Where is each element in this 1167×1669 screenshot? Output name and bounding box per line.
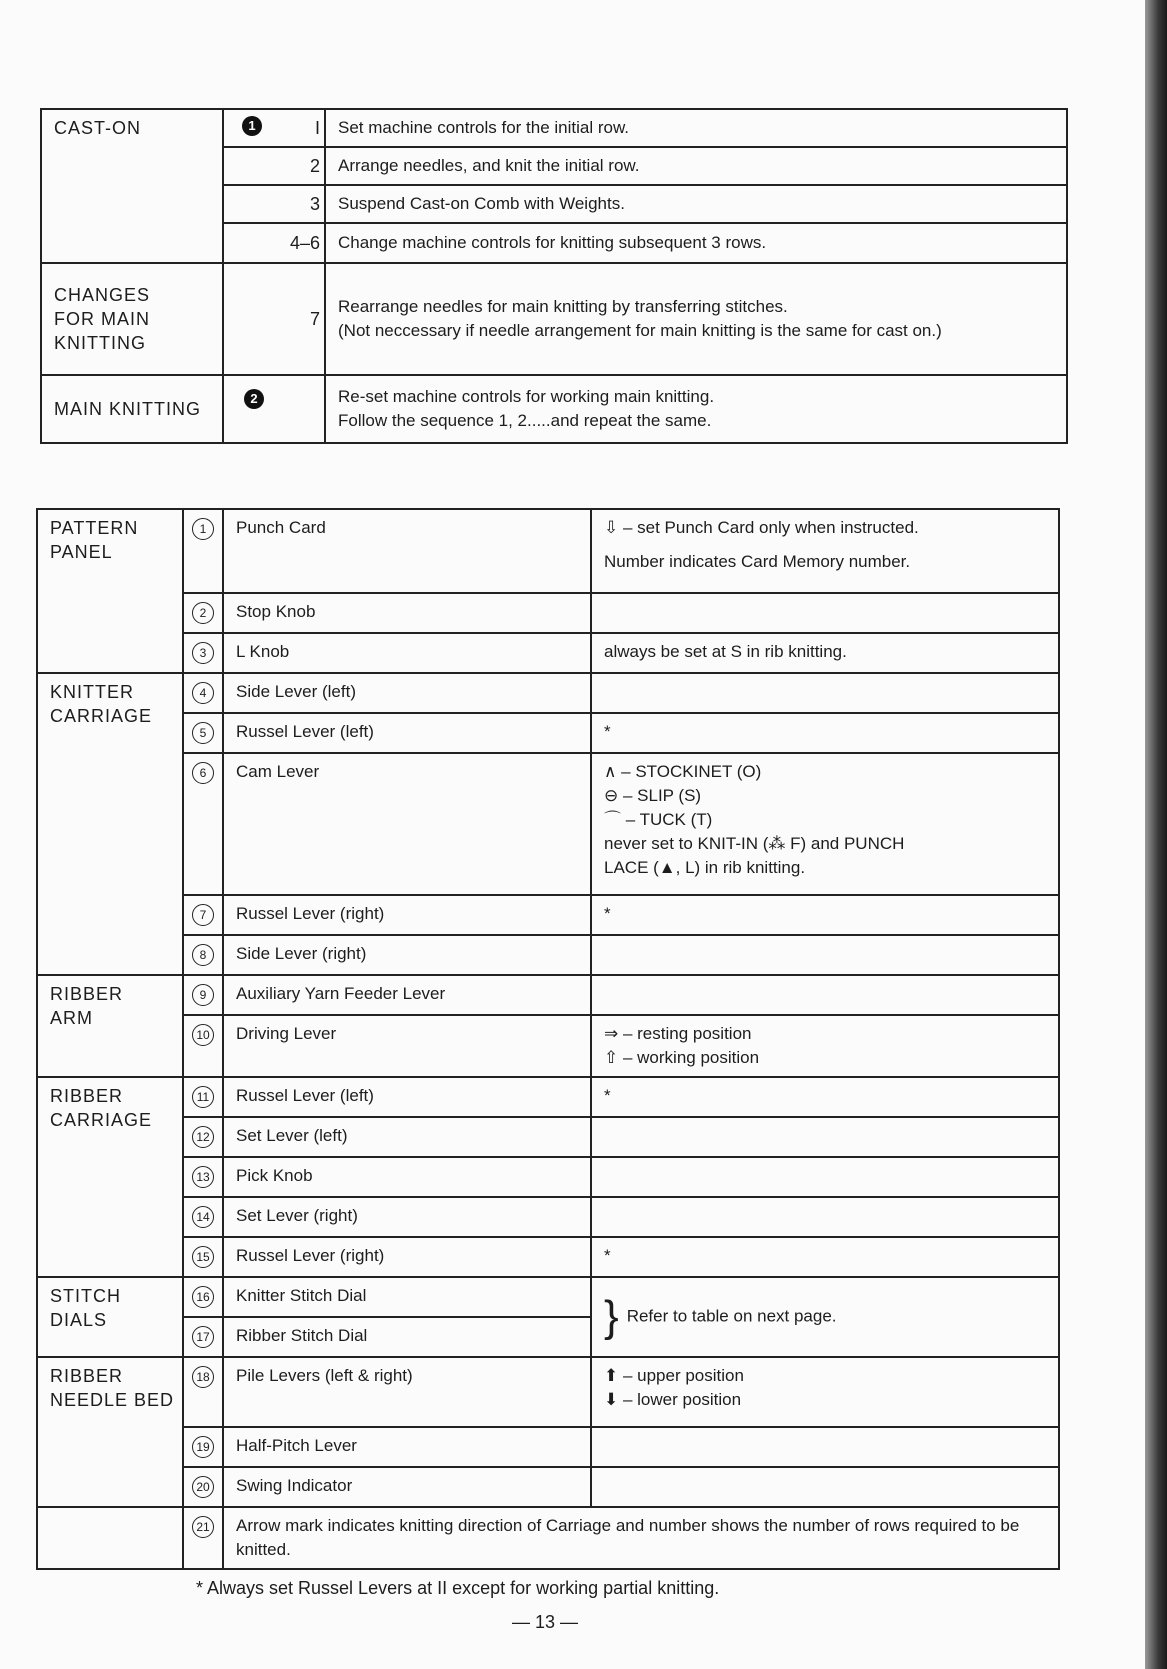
group-cell: STITCH DIALS [37,1277,183,1357]
part-number: 16 [183,1277,223,1317]
part-note: * [591,895,1059,935]
part-number: 1 [183,509,223,593]
group-cell: RIBBER CARRIAGE [37,1077,183,1277]
part-name: Punch Card [223,509,591,593]
part-name: Driving Lever [223,1015,591,1077]
part-name: Side Lever (right) [223,935,591,975]
part-note: * [591,713,1059,753]
part-number: 2 [183,593,223,633]
part-name: Knitter Stitch Dial [223,1277,591,1317]
part-name: Russel Lever (right) [223,1237,591,1277]
part-note: ⇒ – resting position ⇧ – working position [591,1015,1059,1077]
part-name: Russel Lever (right) [223,895,591,935]
part-number: 5 [183,713,223,753]
part-note: ⬆ – upper position ⬇ – lower position [591,1357,1059,1427]
part-note [591,1467,1059,1507]
part-name: Set Lever (right) [223,1197,591,1237]
step-cell: 1 I [223,109,325,147]
part-name: Russel Lever (left) [223,713,591,753]
page-edge-shadow [1145,0,1167,1669]
part-note: always be set at S in rib knitting. [591,633,1059,673]
part-name: Half-Pitch Lever [223,1427,591,1467]
parts-table [36,508,1060,1570]
part-description: Arrow mark indicates knitting direction of Carriage and number shows the number of rows required to be knitted. [223,1507,1059,1569]
footnote: * Always set Russel Levers at II except for working partial knitting. [196,1578,720,1598]
step-text: Rearrange needles for main knitting by transferring stitches. (Not neccessary if needle arrangement for main knitting is the same for cast on.) [325,263,1067,375]
part-number: 6 [183,753,223,895]
part-note [591,593,1059,633]
category-cell: CAST-ON [41,109,223,263]
group-cell: RIBBER NEEDLE BED [37,1357,183,1507]
group-cell: PATTERN PANEL [37,509,183,673]
category-cell: CHANGES FOR MAIN KNITTING [41,263,223,375]
part-note [591,935,1059,975]
part-number: 15 [183,1237,223,1277]
category-cell: MAIN KNITTING [41,375,223,443]
part-number: 4 [183,673,223,713]
part-number: 7 [183,895,223,935]
step-text: Re-set machine controls for working main knitting. Follow the sequence 1, 2.....and repeat the same. [325,375,1067,443]
step-marker-icon: 1 [242,116,262,136]
part-number: 17 [183,1317,223,1357]
part-number: 8 [183,935,223,975]
group-cell [37,1507,183,1569]
part-name: Swing Indicator [223,1467,591,1507]
step-text: Arrange needles, and knit the initial row. [325,147,1067,185]
brace-icon: } [604,1292,619,1341]
part-number: 10 [183,1015,223,1077]
step-cell: 2 [223,147,325,185]
part-number: 19 [183,1427,223,1467]
part-name: L Knob [223,633,591,673]
part-number: 18 [183,1357,223,1427]
part-number: 20 [183,1467,223,1507]
part-note [591,673,1059,713]
part-number: 21 [183,1507,223,1569]
step-cell [223,375,325,443]
step-cell: 7 [223,263,325,375]
part-number: 9 [183,975,223,1015]
page-number: — 13 — [511,1612,579,1632]
part-name: Pick Knob [223,1157,591,1197]
part-note [591,1117,1059,1157]
part-number: 12 [183,1117,223,1157]
step-cell: 4–6 [223,223,325,263]
procedure-table [40,108,1068,444]
part-note: ⇩ – set Punch Card only when instructed. Number indicates Card Memory number. [591,509,1059,593]
part-name: Pile Levers (left & right) [223,1357,591,1427]
step-text: Set machine controls for the initial row. [325,109,1067,147]
part-number: 13 [183,1157,223,1197]
step-text: Suspend Cast-on Comb with Weights. [325,185,1067,223]
part-note: * [591,1237,1059,1277]
part-number: 14 [183,1197,223,1237]
group-cell: RIBBER ARM [37,975,183,1077]
part-note [591,1427,1059,1467]
part-name: Auxiliary Yarn Feeder Lever [223,975,591,1015]
part-name: Set Lever (left) [223,1117,591,1157]
part-note: } Refer to table on next page. [591,1277,1059,1357]
part-name: Russel Lever (left) [223,1077,591,1117]
part-name: Cam Lever [223,753,591,895]
part-name: Ribber Stitch Dial [223,1317,591,1357]
part-name: Side Lever (left) [223,673,591,713]
step-text: Change machine controls for knitting subsequent 3 rows. [325,223,1067,263]
part-note [591,1197,1059,1237]
part-note [591,975,1059,1015]
group-cell: KNITTER CARRIAGE [37,673,183,975]
part-note: ∧ – STOCKINET (O) ⊖ – SLIP (S) ⌒ – TUCK (T) never set to KNIT-IN (⁂ F) and PUNCH LACE (▲, L) in rib knitting. [591,753,1059,895]
part-number: 11 [183,1077,223,1117]
part-name: Stop Knob [223,593,591,633]
part-note: * [591,1077,1059,1117]
part-number: 3 [183,633,223,673]
part-note [591,1157,1059,1197]
step-marker-icon: 2 [244,389,264,409]
step-cell: 3 [223,185,325,223]
